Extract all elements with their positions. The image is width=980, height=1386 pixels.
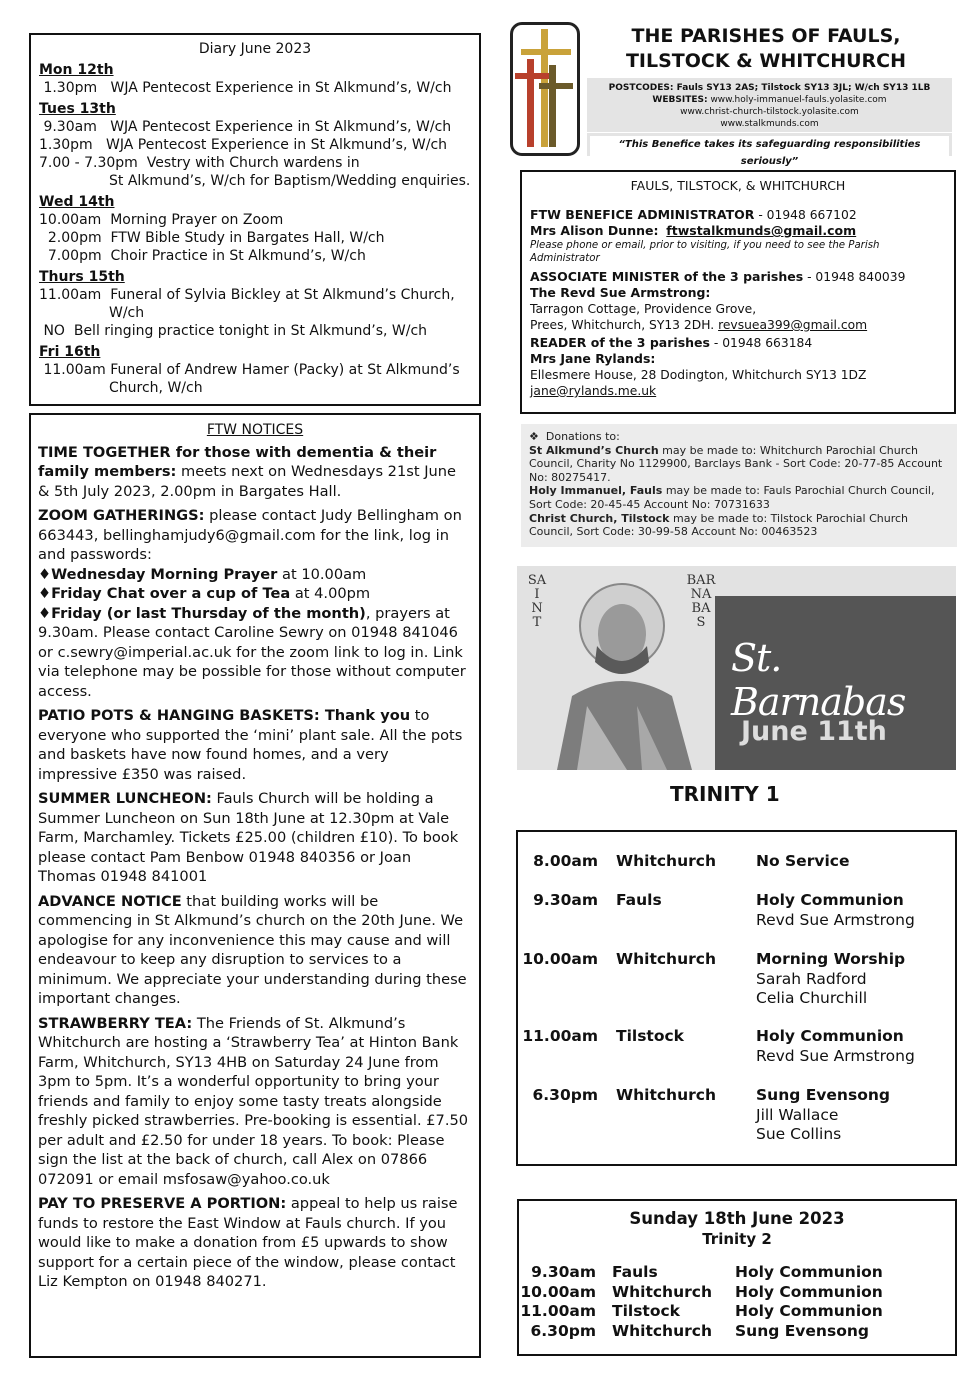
notices-title: FTW NOTICES xyxy=(206,422,304,438)
service-row xyxy=(518,891,955,930)
diary-day-heading: Wed 14th xyxy=(39,194,115,210)
service-time: 10.00am xyxy=(522,950,598,968)
trinity1-heading: TRINITY 1 xyxy=(670,782,780,806)
sunday18-place: Tilstock xyxy=(612,1302,680,1320)
assoc-address-line1: Tarragon Cottage, Providence Grove, xyxy=(530,302,757,316)
sunday18-time: 6.30pm xyxy=(530,1321,596,1340)
service-name: Morning Worship xyxy=(756,950,906,968)
service-row xyxy=(518,852,955,872)
assoc-email-link[interactable]: revsuea399@gmail.com xyxy=(718,318,868,332)
diary-entry: 7.00 - 7.30pm Vestry with Church wardens in xyxy=(39,155,360,171)
reader-phone: - 01948 663184 xyxy=(709,336,813,350)
notice-time-together xyxy=(38,443,472,502)
notice-heading: SUMMER LUNCHEON: xyxy=(38,790,212,807)
banner-date: June 11th xyxy=(741,716,887,747)
service-place: Whitchurch xyxy=(616,852,716,870)
service-name: Holy Communion xyxy=(756,1027,904,1045)
service-leader: Jill Wallace xyxy=(756,1105,839,1124)
sunday18-time: 9.30am xyxy=(531,1263,596,1281)
service-name: No Service xyxy=(756,852,850,870)
notice-body: to everyone who supported the ‘mini’ plant sale. All the pots and baskets have now found homes, and a very impressive £350 was raised. xyxy=(38,707,463,783)
admin-role: FTW BENEFICE ADMINISTRATOR xyxy=(530,207,755,222)
barnabas-letters: BAR NA BA S xyxy=(686,573,716,630)
notice-heading: PATIO POTS & HANGING BASKETS: Thank you xyxy=(38,707,411,724)
website-link-stalkmunds[interactable]: www.stalkmunds.com xyxy=(720,119,819,129)
sunday18-row xyxy=(519,1322,955,1342)
reader-name: Mrs Jane Rylands: xyxy=(530,351,656,366)
crosses-icon xyxy=(513,25,577,153)
notice-heading: PAY TO PRESERVE A PORTION: xyxy=(38,1195,287,1212)
service-row xyxy=(518,1086,955,1145)
diary-entry: 1.30pm WJA Pentecost Experience in St Alkmund’s, W/ch xyxy=(39,80,452,96)
service-time: 9.30am xyxy=(533,891,598,909)
diary-title: Diary June 2023 xyxy=(198,41,312,57)
crosses-logo xyxy=(510,22,580,156)
zoom-item-title: Wednesday Morning Prayer xyxy=(51,565,278,583)
service-details xyxy=(756,1086,890,1145)
diary-day-heading: Thurs 15th xyxy=(39,269,125,285)
zoom-item-time: at 10.00am xyxy=(277,565,367,583)
sunday18-place: Fauls xyxy=(612,1263,658,1281)
notice-zoom xyxy=(38,506,472,565)
admin-name: Mrs Alison Dunne: xyxy=(530,223,659,238)
sunday18-time: 10.00am xyxy=(520,1282,596,1301)
notice-advance xyxy=(38,892,472,1009)
reader-email-link[interactable]: jane@rylands.me.uk xyxy=(530,384,657,398)
donations-panel xyxy=(521,424,957,547)
sunday18-service: Holy Communion xyxy=(735,1282,883,1301)
diary-entry: 11.00am Funeral of Andrew Hamer (Packy) at St Alkmund’s xyxy=(39,362,460,378)
service-row xyxy=(518,1027,955,1066)
parish-title xyxy=(590,24,942,74)
service-place: Fauls xyxy=(616,891,662,909)
zoom-item-prayer xyxy=(38,565,472,585)
reader-role: READER of the 3 parishes xyxy=(530,335,710,350)
service-place: Whitchurch xyxy=(616,950,716,968)
contacts-title: FAULS, TILSTOCK, & WHITCHURCH xyxy=(630,178,846,193)
notice-luncheon xyxy=(38,789,472,887)
notice-heading: ZOOM GATHERINGS: xyxy=(38,507,205,524)
reader-address: Ellesmere House, 28 Dodington, Whitchurch SY13 1DZ xyxy=(530,368,867,382)
saint-letters: SA I N T xyxy=(527,573,547,630)
service-leader: Sue Collins xyxy=(756,1125,842,1143)
zoom-item-text-end: access. xyxy=(38,682,92,700)
diary-days xyxy=(39,61,471,397)
sunday18-place: Whitchurch xyxy=(612,1282,712,1301)
parish-title-line2: TILSTOCK & WHITCHURCH xyxy=(625,50,907,72)
service-row xyxy=(518,950,955,1009)
safeguarding-quote: “This Benefice takes its safeguarding responsibilities seriously” xyxy=(590,136,949,170)
notice-patio xyxy=(38,706,472,784)
sunday18-service: Holy Communion xyxy=(735,1263,883,1281)
notices-box xyxy=(29,413,481,1358)
zoom-item-friday xyxy=(38,604,472,702)
website-link-fauls[interactable]: www.holy-immanuel-fauls.yolasite.com xyxy=(710,95,887,105)
notice-body: meets next on Wednesdays 21st June & 5th July 2023, 2.00pm in Bargates Hall. xyxy=(38,463,457,500)
sunday18-time: 11.00am xyxy=(520,1302,596,1320)
website-link-tilstock[interactable]: www.christ-church-tilstock.yolasite.com xyxy=(680,107,859,117)
notice-preserve xyxy=(38,1194,472,1292)
service-leader: Revd Sue Armstrong xyxy=(756,910,915,929)
service-time: 6.30pm xyxy=(532,1086,598,1104)
diary-entry: 10.00am Morning Prayer on Zoom xyxy=(39,212,284,228)
notice-heading: ADVANCE NOTICE xyxy=(38,892,182,910)
diary-entry: W/ch xyxy=(109,305,145,321)
sunday18-row xyxy=(519,1302,955,1322)
service-place: Tilstock xyxy=(616,1027,684,1045)
service-details xyxy=(756,852,849,872)
banner-title: St. Barnabas xyxy=(731,636,906,724)
sunday18-box xyxy=(517,1199,957,1356)
diary-day-heading: Fri 16th xyxy=(39,344,101,360)
diary-box xyxy=(29,33,481,406)
sunday18-title: Sunday 18th June 2023 xyxy=(629,1209,845,1228)
st-barnabas-banner xyxy=(517,566,956,770)
trinity1-services-box xyxy=(516,830,957,1166)
service-place: Whitchurch xyxy=(616,1086,716,1104)
donation-church-name: St Alkmund’s Church xyxy=(529,443,659,457)
bullet-icon: ♦ xyxy=(38,565,52,583)
donation-details: may be made to: Fauls Parochial Church Council, Sort Code: 20-45-45 Account No: 70731633 xyxy=(529,484,935,511)
diary-day-heading: Tues 13th xyxy=(39,101,116,117)
parish-title-line1: THE PARISHES OF FAULS, xyxy=(631,25,901,47)
donations-title: Donations to: xyxy=(545,430,620,443)
service-time: 8.00am xyxy=(533,852,598,870)
notice-body: The Friends of St. Alkmund’s Whitchurch are hosting a ‘Strawberry Tea’ at Hinton Bank Farm, Whitchurch, SY13 4HB on Saturday 24 June from 3pm to 5pm. It’s a wonderful opportunity to bring your friends and family to enjoy some tasty treats alongside freshly picked strawberries. Pre-booking is essential. £7.50 per adult and £2.50 for under 18 years. To book: Please sign the list at the back of church, call Alex on 07866 072091 or email msfosaw@yahoo.co.uk xyxy=(38,1014,469,1188)
sunday18-row xyxy=(519,1263,955,1283)
admin-phone: - 01948 667102 xyxy=(754,208,857,222)
zoom-item-chat xyxy=(38,584,472,604)
assoc-address-line2: Prees, Whitchurch, SY13 2DH. xyxy=(530,318,715,332)
service-leader: Celia Churchill xyxy=(756,989,868,1007)
sunday18-service: Sung Evensong xyxy=(735,1321,869,1340)
zoom-item-time: at 4.00pm xyxy=(290,585,371,602)
websites-label: WEBSITES: xyxy=(652,95,708,105)
notice-heading: STRAWBERRY TEA: xyxy=(38,1014,193,1032)
diary-entry: 1.30pm WJA Pentecost Experience in St Alkmund’s, W/ch xyxy=(39,137,448,153)
service-details xyxy=(756,1027,915,1066)
assoc-name: The Revd Sue Armstrong: xyxy=(530,285,711,300)
donation-church-name: Holy Immanuel, Fauls xyxy=(529,484,663,498)
safeguarding-quote-panel xyxy=(587,133,952,167)
sunday18-service: Holy Communion xyxy=(735,1302,883,1320)
assoc-phone: - 01948 840039 xyxy=(803,270,906,284)
notice-body: Fauls Church will be holding a Summer Luncheon on Sun 18th June at 12.30pm at Vale Farm, Marchamley. Tickets £25.00 (children £10). To book please contact Pam Benbow 01948 840356 or Joan Thomas 01948 841001 xyxy=(38,790,459,885)
postcodes-panel xyxy=(587,78,952,132)
service-leader: Revd Sue Armstrong xyxy=(756,1046,915,1065)
donation-details: may be made to: Whitchurch Parochial Church Council, Charity No 1129900, Barclays Bank - Sort Code: 20-77-85 Account No: 80275417. xyxy=(529,443,943,484)
contacts-box xyxy=(520,170,956,414)
admin-email-link[interactable]: ftwstalkmunds@gmail.com xyxy=(666,223,857,238)
postcodes: POSTCODES: Fauls SY13 2AS; Tilstock SY13 3JL; W/ch SY13 1LB xyxy=(608,83,931,93)
notice-body: please contact Judy Bellingham on 663443, bellinghamjudy6@gmail.com for the link, log in and passwords: xyxy=(38,507,462,563)
bullet-icon: ♦ xyxy=(38,604,52,622)
notice-heading: TIME TOGETHER for those with dementia & their family members: xyxy=(38,443,437,480)
diary-entry: 9.30am WJA Pentecost Experience in St Alkmund’s, W/ch xyxy=(39,119,452,135)
sunday18-subtitle: Trinity 2 xyxy=(702,1230,772,1248)
service-details xyxy=(756,950,905,1009)
sunday18-place: Whitchurch xyxy=(612,1321,712,1340)
donation-church-name: Christ Church, Tilstock xyxy=(529,511,670,525)
diary-day-heading: Mon 12th xyxy=(39,62,114,78)
zoom-item-title: Friday Chat over a cup of Tea xyxy=(51,585,291,602)
service-leader: Sarah Radford xyxy=(756,969,867,988)
zoom-item-title: Friday (or last Thursday of the month) xyxy=(51,604,366,622)
assoc-role: ASSOCIATE MINISTER of the 3 parishes xyxy=(530,269,804,284)
zoom-item-text: , prayers at 9.30am. Please contact Caroline Sewry on 01948 841046 or c.sewry@imperial.ac.uk for the zoom link to log in. Link via telephone may be possible for those without computer xyxy=(38,604,466,680)
sunday18-row xyxy=(519,1283,955,1303)
notice-strawberry xyxy=(38,1014,472,1190)
service-time: 11.00am xyxy=(522,1027,598,1045)
diary-entry: 11.00am Funeral of Sylvia Bickley at St Alkmund’s Church, xyxy=(39,287,455,303)
diary-entry: 7.00pm Choir Practice in St Alkmund’s, W/ch xyxy=(39,248,366,264)
admin-note: Please phone or email, prior to visiting, if you need to see the Parish Administrator xyxy=(530,240,880,264)
diamond-icon: ❖ xyxy=(529,430,539,443)
service-name: Sung Evensong xyxy=(756,1086,890,1104)
notice-body: appeal to help us raise funds to restore the East Window at Fauls church. If you would like to make a donation from £5 upwards to show support for a certain piece of the window, please contact Liz Kempton on 01948 840271. xyxy=(38,1195,458,1290)
diary-entry: St Alkmund’s, W/ch for Baptism/Wedding enquiries. xyxy=(109,173,471,189)
diary-entry: Church, W/ch xyxy=(109,380,203,396)
bullet-icon: ♦ xyxy=(38,585,52,602)
diary-entry: NO Bell ringing practice tonight in St Alkmund’s, W/ch xyxy=(39,323,428,339)
donation-details: may be made to: Tilstock Parochial Church Council, Sort Code: 30-99-58 Account No: 00463523 xyxy=(529,511,909,539)
service-name: Holy Communion xyxy=(756,891,904,909)
diary-entry: 2.00pm FTW Bible Study in Bargates Hall, W/ch xyxy=(39,230,385,246)
service-details xyxy=(756,891,915,930)
notice-body: that building works will be commencing in St Alkmund’s church on the 20th June. We apologise for any inconvenience this may cause and will endeavour to keep any disruption to services to a minimum. We appreciate your understanding during these important changes. xyxy=(38,892,467,1007)
